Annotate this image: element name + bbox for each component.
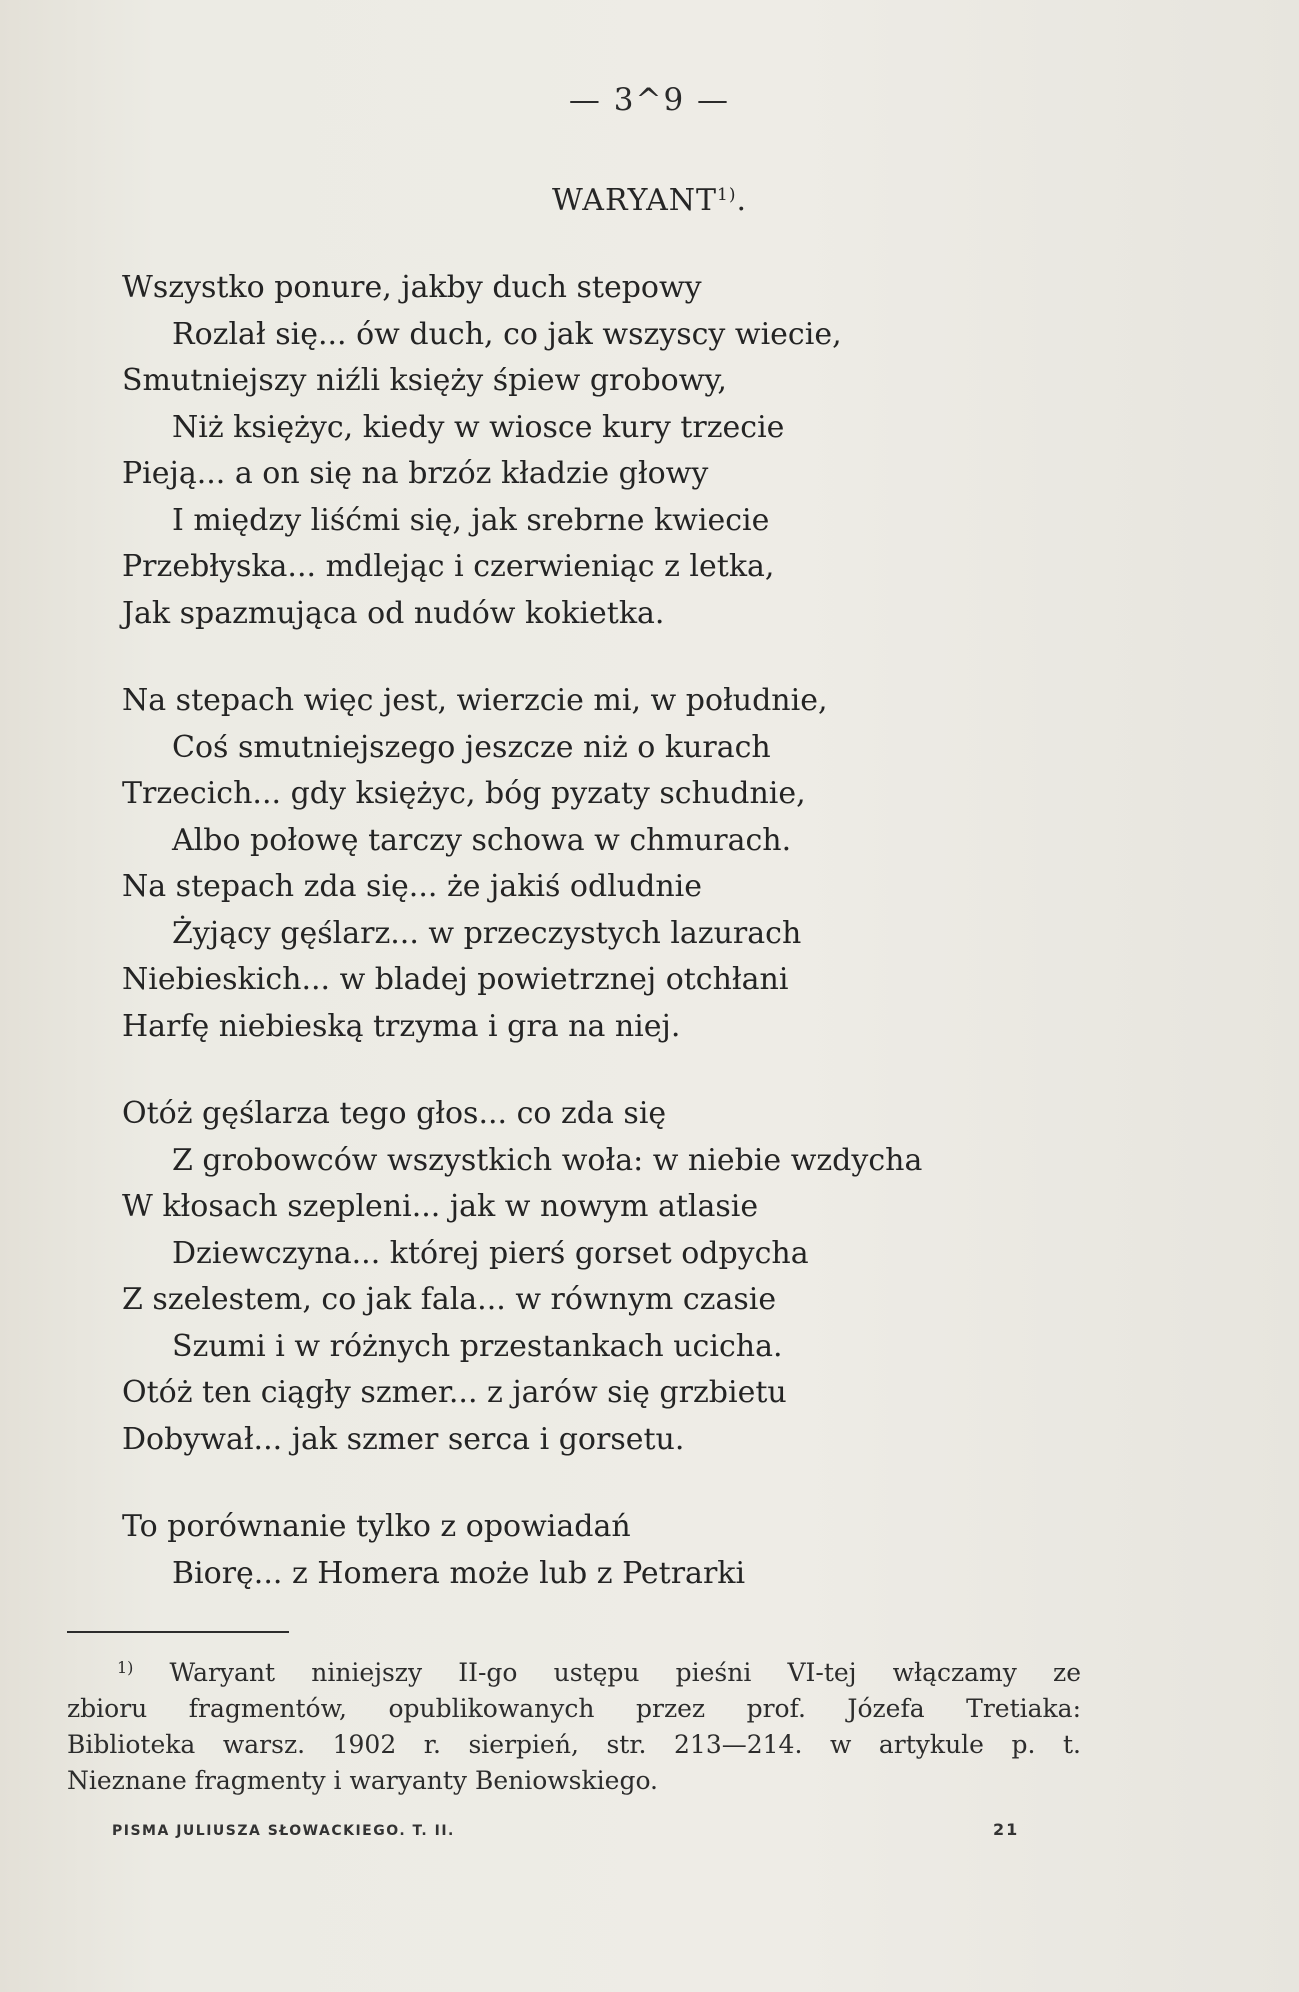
poem-line: Niż księżyc, kiedy w wiosce kury trzecie [172,409,785,445]
footnote-text: Waryant niniejszy II-go ustępu pieśni VI-tej włączamy ze [133,1658,1081,1687]
footnote-line: Nieznane fragmenty i waryanty Beniowskiego. [67,1766,659,1795]
poem-line: Coś smutniejszego jeszcze niż o kurach [172,729,771,765]
poem-line: Smutniejszy niźli księży śpiew grobowy, [122,363,727,398]
poem-line: Albo połowę tarczy schowa w chmurach. [172,822,792,858]
poem-line: To porównanie tylko z opowiadań [122,1509,631,1544]
poem-line: Na stepach zda się... że jakiś odludnie [122,869,702,904]
poem-line: Jak spazmująca od nudów kokietka. [122,595,665,631]
stanza [122,1504,1162,1597]
sheet-signature: PISMA JULIUSZA SŁOWACKIEGO. T. II. [112,1823,455,1839]
poem-line: Trzecich... gdy księżyc, bóg pyzaty schudnie, [122,776,806,811]
page-number: — 3^9 — [568,82,731,118]
footnote-line [67,1650,1081,1691]
poem-line: Z grobowców wszystkich woła: w niebie wzdycha [172,1142,923,1178]
footnote-line: Biblioteka warsz. 1902 r. sierpień, str. 213—214. w artykule p. t. [67,1730,1081,1759]
poem-line: Wszystko ponure, jakby duch stepowy [122,270,702,305]
poem-line: I między liśćmi się, jak srebrne kwiecie [172,502,770,538]
poem-line: Biorę... z Homera może lub z Petrarki [172,1555,746,1591]
footnote-divider [67,1631,289,1633]
sheet-number: 21 [993,1820,1020,1839]
poem-line: Rozlał się... ów duch, co jak wszyscy wiecie, [172,316,842,352]
poem-line: Na stepach więc jest, wierzcie mi, w południe, [122,683,828,718]
poem-line: Pieją... a on się na brzóz kładzie głowy [122,456,709,491]
poem-line: Niebieskich... w bladej powietrznej otchłani [122,962,789,997]
footnote [67,1650,1081,1799]
poem-line: Przebłyska... mdlejąc i czerwieniąc z letka, [122,549,775,584]
poem-title-text: WARYANT [551,183,718,218]
poem-line: Dobywał... jak szmer serca i gorsetu. [122,1421,685,1457]
stanza [122,678,1162,1050]
stanza [122,265,1162,637]
poem-line: Z szelestem, co jak fala... w równym czasie [122,1282,777,1317]
poem-line: Szumi i w różnych przestankach ucicha. [172,1328,783,1364]
poem-line: Otóż gęślarza tego głos... co zda się [122,1096,667,1131]
footnote-line: zbioru fragmentów, opublikowanych przez prof. Józefa Tretiaka: [67,1694,1081,1723]
poem-line: W kłosach szepleni... jak w nowym atlasie [122,1189,759,1224]
poem-title: WARYANT$^{1)}$. [551,183,748,218]
poem-body [122,265,1162,1638]
footnote-marker: 1) [117,1658,134,1677]
poem-line: Otóż ten ciągły szmer... z jarów się grzbietu [122,1375,787,1410]
poem-line: Dziewczyna... której pierś gorset odpycha [172,1235,809,1271]
poem-line: Żyjący gęślarz... w przeczystych lazurach [172,915,802,951]
title-footnote-marker: 1) [717,185,737,205]
poem-line: Harfę niebieską trzyma i gra na niej. [122,1008,681,1044]
stanza [122,1091,1162,1463]
